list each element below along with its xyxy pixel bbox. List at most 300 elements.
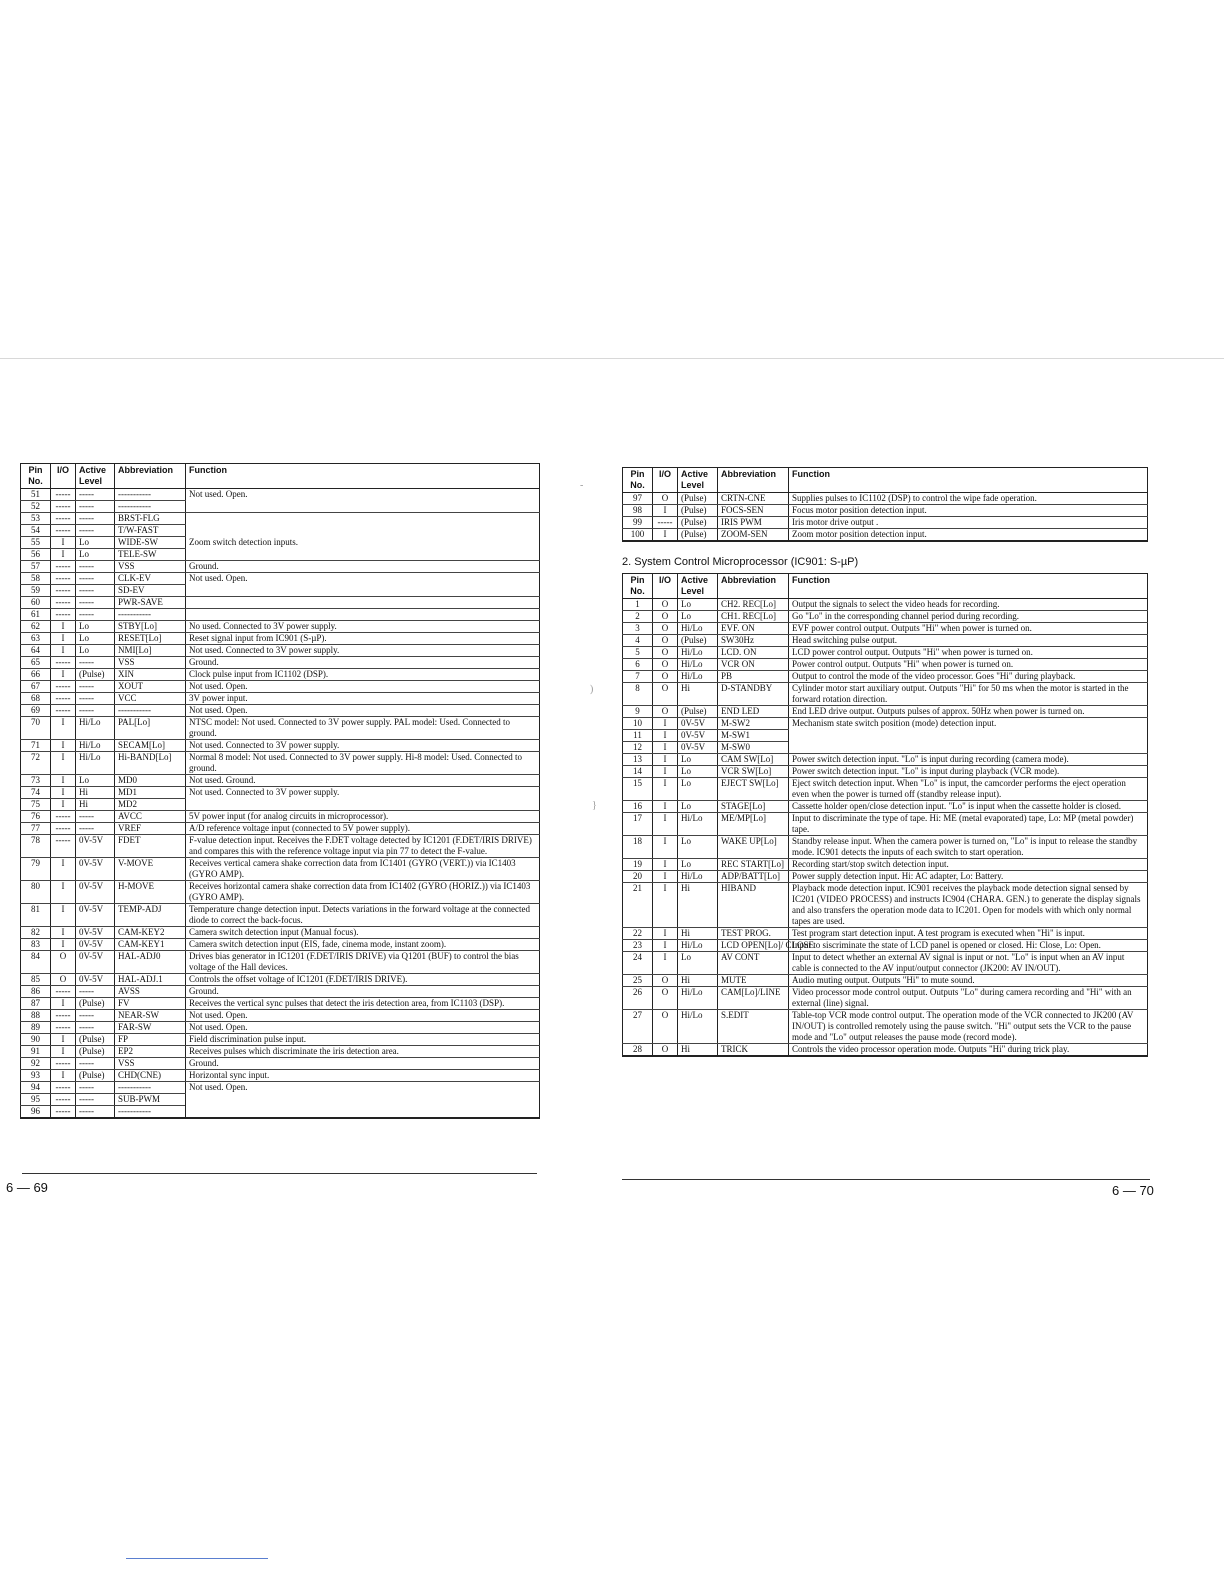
pin-number: 3 [623,623,653,635]
abbreviation: ----------- [115,501,186,513]
io-type: O [653,1010,678,1044]
io-type: O [653,706,678,718]
active-level: 0V-5V [76,974,115,986]
abbreviation: CH1. REC[Lo] [718,611,789,623]
left-page-table [20,463,540,1119]
active-level: Hi/Lo [76,740,115,752]
active-level: (Pulse) [76,1046,115,1058]
abbreviation: VSS [115,1058,186,1070]
active-level: 0V-5V [678,730,718,742]
abbreviation: STAGE[Lo] [718,801,789,813]
table-row [21,573,540,585]
function: Camera switch detection input (EIS, fade, cinema mode, instant zoom). [186,939,540,951]
active-level: Hi [678,883,718,928]
io-type: O [51,974,76,986]
active-level: 0V-5V [678,742,718,754]
abbreviation: V-MOVE [115,858,186,881]
pin-number: 68 [21,693,51,705]
pin-number: 67 [21,681,51,693]
active-level: Lo [678,859,718,871]
abbreviation: FAR-SW [115,1022,186,1034]
io-type: I [653,883,678,928]
abbreviation: SD-EV [115,585,186,597]
active-level: Hi/Lo [678,813,718,836]
abbreviation: ----------- [115,1106,186,1119]
io-type: I [51,621,76,633]
io-type: I [653,871,678,883]
active-level: 0V-5V [76,939,115,951]
io-type: I [51,1034,76,1046]
pin-number: 83 [21,939,51,951]
pin-number: 95 [21,1094,51,1106]
pin-number: 100 [623,529,653,542]
active-level: Lo [76,621,115,633]
active-level: (Pulse) [76,998,115,1010]
function: Drives bias generator in IC1201 (F.DET/IRIS DRIVE) via Q1201 (BUF) to control the bias voltage of the Hall devices. [186,951,540,974]
right-page-table [622,573,1148,1057]
header-io: I/O [653,574,678,599]
pin-number: 76 [21,811,51,823]
function: Receives horizontal camera shake correction data from IC1402 (GYRO (HORIZ.)) via IC1403 (GYRO AMP). [186,881,540,904]
active-level: 0V-5V [76,904,115,927]
table-row [21,633,540,645]
io-type: O [653,647,678,659]
active-level: 0V-5V [678,718,718,730]
active-level: ----- [76,823,115,835]
active-level: ----- [76,1106,115,1119]
io-type: ----- [51,525,76,537]
function: Ground. [186,1058,540,1070]
header-function: Function [186,464,540,489]
table-row [21,645,540,657]
pin-number: 62 [21,621,51,633]
pin-number: 71 [21,740,51,752]
page-number-left: 6 — 69 [6,1180,48,1195]
pin-number: 7 [623,671,653,683]
abbreviation: T/W-FAST [115,525,186,537]
pin-number: 11 [623,730,653,742]
pin-number: 88 [21,1010,51,1022]
function [186,609,540,621]
io-type: ----- [51,1106,76,1119]
pin-number: 82 [21,927,51,939]
function: EVF power control output. Outputs "Hi" when power is turned on. [789,623,1148,635]
abbreviation: SW30Hz [718,635,789,647]
table-row [21,705,540,717]
abbreviation: SECAM[Lo] [115,740,186,752]
function: Controls the video processor operation mode. Outputs "Hi" during trick play. [789,1044,1148,1057]
io-type: I [51,998,76,1010]
pin-number: 57 [21,561,51,573]
pin-number: 12 [623,742,653,754]
function: Head switching pulse output. [789,635,1148,647]
active-level: Lo [76,645,115,657]
table-row [21,787,540,799]
table-row [623,1010,1148,1044]
pin-number: 25 [623,975,653,987]
function: Not used. Connected to 3V power supply. [186,645,540,657]
scan-top-rule [0,358,1224,359]
table-row [623,718,1148,730]
pin-number: 59 [21,585,51,597]
active-level: (Pulse) [678,505,718,517]
function: Field discrimination pulse input. [186,1034,540,1046]
function: No used. Connected to 3V power supply. [186,621,540,633]
active-level: ----- [76,1082,115,1094]
pin-number: 87 [21,998,51,1010]
table-row [21,561,540,573]
io-type: O [51,951,76,974]
function: Camera switch detection input (Manual focus). [186,927,540,939]
pin-number: 75 [21,799,51,811]
table-row [21,609,540,621]
abbreviation: D-STANDBY [718,683,789,706]
function: Receives pulses which discriminate the iris detection area. [186,1046,540,1058]
pin-number: 4 [623,635,653,647]
section-title: 2. System Control Microprocessor (IC901: S-µP) [622,556,859,568]
function: Controls the offset voltage of IC1201 (F.DET/IRIS DRIVE). [186,974,540,986]
abbreviation: MD2 [115,799,186,811]
table-row [21,986,540,998]
function: Eject switch detection input. When "Lo" is input, the camcorder performs the eject operation even when the power is turned off (standby release input). [789,778,1148,801]
io-type: I [653,928,678,940]
pin-number: 21 [623,883,653,928]
io-type: I [653,505,678,517]
abbreviation: HIBAND [718,883,789,928]
function: Temperature change detection input. Detects variations in the forward voltage at the connected diode to correct the back-focus. [186,904,540,927]
io-type: ----- [51,597,76,609]
active-level: Hi [678,975,718,987]
page-number-right: 6 — 70 [1112,1183,1154,1198]
header-pin-no: Pin No. [623,468,653,493]
active-level: (Pulse) [678,635,718,647]
io-type: O [653,635,678,647]
function: NTSC model: Not used. Connected to 3V power supply. PAL model: Used. Connected to ground. [186,717,540,740]
io-type: I [653,754,678,766]
function: Standby release input. When the camera power is turned on, "Lo" is input to release the standby mode. IC901 detects the inputs of each switch to start operation. [789,836,1148,859]
table-row [21,835,540,858]
abbreviation: TEMP-ADJ [115,904,186,927]
io-type: I [653,730,678,742]
pin-number: 18 [623,836,653,859]
abbreviation: ME/MP[Lo] [718,813,789,836]
function: Power switch detection input. "Lo" is input during recording (camera mode). [789,754,1148,766]
active-level: ----- [76,811,115,823]
io-type: I [653,718,678,730]
io-type: I [51,799,76,811]
table-row [623,517,1148,529]
function: Playback mode detection input. IC901 receives the playback mode detection signal sensed by IC201 (VIDEO PROCESS) and instructs IC904 (CHARA. GEN.) to generate the display signals and also transfers the operation mode data to IC201. Open for models with which only normal tapes are used. [789,883,1148,928]
scan-mark: } [592,800,597,811]
io-type: O [653,987,678,1010]
io-type: ----- [51,513,76,525]
io-type: O [653,671,678,683]
io-type: ----- [51,681,76,693]
function: Zoom switch detection inputs. [186,537,540,561]
abbreviation: MUTE [718,975,789,987]
table-row [21,881,540,904]
function: Ground. [186,986,540,998]
function: Not used. Connected to 3V power supply. [186,787,540,811]
abbreviation: VREF [115,823,186,835]
pin-number: 58 [21,573,51,585]
header-abbreviation: Abbreviation [718,468,789,493]
table-row [21,693,540,705]
io-type: I [51,858,76,881]
io-type: I [653,778,678,801]
pin-number: 97 [623,493,653,505]
active-level: Hi/Lo [678,940,718,952]
function: LCD power control output. Outputs "Hi" when power is turned on. [789,647,1148,659]
pin-number: 6 [623,659,653,671]
abbreviation: EJECT SW[Lo] [718,778,789,801]
io-type: O [653,611,678,623]
table-row [21,858,540,881]
abbreviation: Hi-BAND[Lo] [115,752,186,775]
table-row [21,513,540,525]
scan-bottom-rule [126,1558,268,1559]
table-row [21,1010,540,1022]
active-level: (Pulse) [678,493,718,505]
function: Cassette holder open/close detection input. "Lo" is input when the cassette holder is closed. [789,801,1148,813]
active-level: Hi [678,683,718,706]
function: Power supply detection input. Hi: AC adapter, Lo: Battery. [789,871,1148,883]
io-type: I [51,904,76,927]
table-row [623,836,1148,859]
table-row [623,975,1148,987]
table-row [21,489,540,501]
pin-number: 2 [623,611,653,623]
io-type: ----- [51,561,76,573]
function: Reset signal input from IC901 (S-µP). [186,633,540,645]
pin-number: 14 [623,766,653,778]
active-level: Hi/Lo [678,871,718,883]
function: A/D reference voltage input (connected to 5V power supply). [186,823,540,835]
active-level: Lo [76,549,115,561]
io-type: ----- [51,1082,76,1094]
table-row [623,952,1148,975]
pin-number: 1 [623,599,653,611]
abbreviation: CLK-EV [115,573,186,585]
active-level: ----- [76,681,115,693]
io-type: I [653,529,678,542]
active-level: Lo [678,801,718,813]
active-level: Hi/Lo [678,659,718,671]
function: Input to siscriminate the state of LCD panel is opened or closed. Hi: Close, Lo: Open. [789,940,1148,952]
active-level: Lo [76,633,115,645]
abbreviation: FOCS-SEN [718,505,789,517]
table-row [21,1058,540,1070]
io-type: ----- [51,823,76,835]
header-function: Function [789,468,1148,493]
abbreviation: AVSS [115,986,186,998]
pin-number: 78 [21,835,51,858]
pin-number: 80 [21,881,51,904]
io-type: ----- [51,489,76,501]
active-level: (Pulse) [678,529,718,542]
header-abbreviation: Abbreviation [718,574,789,599]
footer-line-right [622,1179,1150,1180]
function: Input to detect whether an external AV signal is input or not. "Lo" is input when an AV input cable is connected to the AV input/output connector (JK200: AV IN/OUT). [789,952,1148,975]
abbreviation: BRST-FLG [115,513,186,525]
io-type: I [653,766,678,778]
active-level: Lo [76,775,115,787]
pin-number: 26 [623,987,653,1010]
active-level: 0V-5V [76,835,115,858]
active-level: Lo [678,766,718,778]
pin-number: 79 [21,858,51,881]
pin-number: 84 [21,951,51,974]
io-type: I [51,740,76,752]
abbreviation: ----------- [115,705,186,717]
active-level: ----- [76,525,115,537]
io-type: I [51,775,76,787]
io-type: ----- [51,501,76,513]
pin-number: 17 [623,813,653,836]
pin-number: 23 [623,940,653,952]
table-row [21,998,540,1010]
pin-number: 73 [21,775,51,787]
active-level: Lo [678,836,718,859]
function: Not used. Open. [186,705,540,717]
function: Output to control the mode of the video processor. Goes "Hi" during playback. [789,671,1148,683]
function: Not used. Ground. [186,775,540,787]
io-type: I [51,537,76,549]
function: Focus motor position detection input. [789,505,1148,517]
table-row [21,752,540,775]
pin-number: 94 [21,1082,51,1094]
function: Power control output. Outputs "Hi" when power is turned on. [789,659,1148,671]
table-row [623,754,1148,766]
table-row [623,493,1148,505]
active-level: ----- [76,489,115,501]
abbreviation: MD0 [115,775,186,787]
pin-number: 56 [21,549,51,561]
abbreviation: EVF. ON [718,623,789,635]
io-type: O [653,1044,678,1057]
io-type: O [653,975,678,987]
pin-number: 77 [21,823,51,835]
abbreviation: AVCC [115,811,186,823]
abbreviation: CHD(CNE) [115,1070,186,1082]
function: Clock pulse input from IC1102 (DSP). [186,669,540,681]
table-row [21,621,540,633]
io-type: I [51,927,76,939]
header-io: I/O [51,464,76,489]
pin-number: 60 [21,597,51,609]
active-level: (Pulse) [678,706,718,718]
table-row [623,778,1148,801]
function: Output the signals to select the video heads for recording. [789,599,1148,611]
abbreviation: PB [718,671,789,683]
io-type: O [653,623,678,635]
io-type: I [51,1046,76,1058]
pin-number: 15 [623,778,653,801]
abbreviation: CRTN-CNE [718,493,789,505]
table-row [21,904,540,927]
active-level: Lo [678,754,718,766]
pin-number: 93 [21,1070,51,1082]
pin-number: 19 [623,859,653,871]
io-type: I [51,633,76,645]
active-level: Hi/Lo [76,717,115,740]
active-level: ----- [76,1058,115,1070]
table-row [21,669,540,681]
abbreviation: AV CONT [718,952,789,975]
io-type: I [51,939,76,951]
table-row [623,928,1148,940]
abbreviation: ----------- [115,489,186,501]
abbreviation: SUB-PWM [115,1094,186,1106]
function: F-value detection input. Receives the F.DET voltage detected by IC1201 (F.DET/IRIS DRIVE) and compares this with the reference voltage input via pin 77 to detect the F-value. [186,835,540,858]
pin-number: 70 [21,717,51,740]
abbreviation: S.EDIT [718,1010,789,1044]
table-row [623,611,1148,623]
io-type: ----- [51,1010,76,1022]
abbreviation: TRICK [718,1044,789,1057]
pin-number: 54 [21,525,51,537]
table-row [21,1034,540,1046]
pin-number: 20 [623,871,653,883]
active-level: ----- [76,1094,115,1106]
abbreviation: CAM[Lo]/LINE [718,987,789,1010]
function: Iris motor drive output . [789,517,1148,529]
pin-number: 92 [21,1058,51,1070]
header-pin-no: Pin No. [623,574,653,599]
abbreviation: M-SW1 [718,730,789,742]
io-type: ----- [51,573,76,585]
io-type: I [51,787,76,799]
io-type: I [653,940,678,952]
io-type: ----- [51,986,76,998]
abbreviation: M-SW0 [718,742,789,754]
active-level: ----- [76,573,115,585]
abbreviation: REC START[Lo] [718,859,789,871]
table-row [21,775,540,787]
abbreviation: HAL-ADJ0 [115,951,186,974]
active-level: Lo [678,952,718,975]
abbreviation: NEAR-SW [115,1010,186,1022]
abbreviation: IRIS PWM [718,517,789,529]
io-type: I [51,1070,76,1082]
table-row [21,1070,540,1082]
function: 5V power input (for analog circuits in microprocessor). [186,811,540,823]
io-type: O [653,599,678,611]
table-row [21,927,540,939]
function: Test program start detection input. A test program is executed when "Hi" is input. [789,928,1148,940]
table-row [623,706,1148,718]
abbreviation: VSS [115,561,186,573]
pin-number: 65 [21,657,51,669]
io-type: ----- [51,705,76,717]
table-row [623,801,1148,813]
scan-mark: - [580,480,584,491]
active-level: ----- [76,513,115,525]
active-level: (Pulse) [76,1034,115,1046]
abbreviation: PAL[Lo] [115,717,186,740]
pin-number: 99 [623,517,653,529]
abbreviation: XIN [115,669,186,681]
abbreviation: CAM SW[Lo] [718,754,789,766]
pin-number: 72 [21,752,51,775]
table-row [623,871,1148,883]
function: Normal 8 model: Not used. Connected to 3V power supply. Hi-8 model: Used. Connected to ground. [186,752,540,775]
io-type: I [653,952,678,975]
active-level: (Pulse) [76,1070,115,1082]
abbreviation: CAM-KEY2 [115,927,186,939]
active-level: ----- [76,585,115,597]
abbreviation: RESET[Lo] [115,633,186,645]
